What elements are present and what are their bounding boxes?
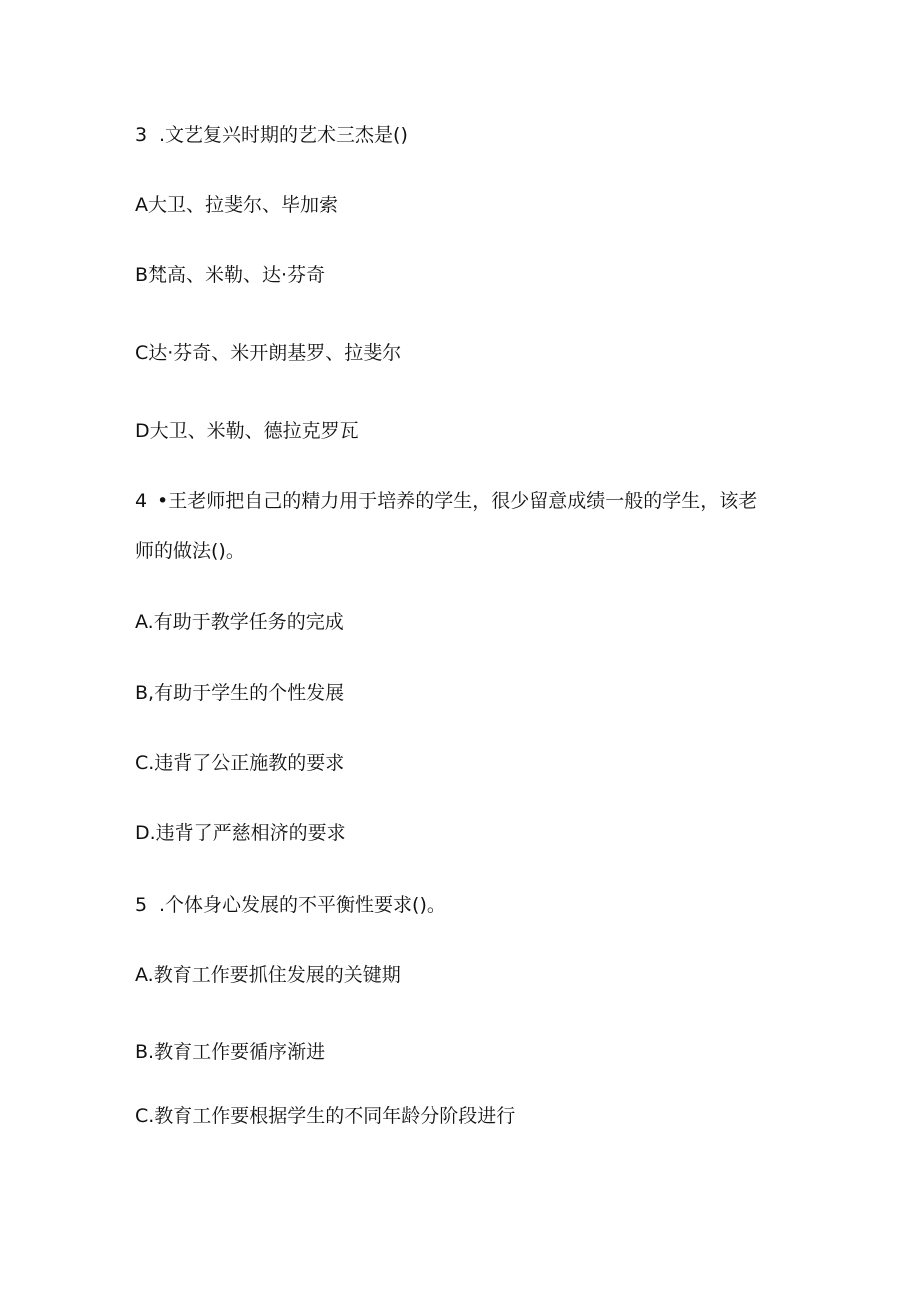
- question-5-option-b: B.教育工作要循序渐进: [135, 1041, 326, 1063]
- question-text: .个体身心发展的不平衡性要求()。: [159, 894, 446, 916]
- question-3-option-a: A大卫、拉斐尔、毕加索: [135, 194, 338, 216]
- question-number: 5: [135, 894, 148, 916]
- question-3-option-b: B梵高、米勒、达·芬奇: [135, 264, 326, 286]
- question-4-option-a: A.有助于教学任务的完成: [135, 611, 344, 633]
- question-3-stem: [135, 123, 408, 147]
- question-number: 3: [135, 124, 148, 146]
- question-5-option-a: A.教育工作要抓住发展的关键期: [135, 964, 401, 986]
- question-4-option-d: D.违背了严慈相济的要求: [135, 822, 346, 844]
- question-number: 4: [135, 490, 148, 512]
- question-4-option-b: B,有助于学生的个性发展: [135, 682, 345, 704]
- question-text: .文艺复兴时期的艺术三杰是(): [159, 124, 408, 146]
- question-3-option-d: D大卫、米勒、德拉克罗瓦: [135, 420, 359, 442]
- question-5-stem: [135, 893, 446, 917]
- question-text: •王老师把自己的精力用于培养的学生，很少留意成绩一般的学生，该老: [157, 490, 758, 512]
- question-3-option-c: C达·芬奇、米开朗基罗、拉斐尔: [135, 342, 402, 364]
- question-4-option-c: C.违背了公正施教的要求: [135, 752, 345, 774]
- question-4-stem-line1: [135, 489, 757, 513]
- question-5-option-c: C.教育工作要根据学生的不同年龄分阶段进行: [135, 1105, 516, 1127]
- question-4-stem-line2: 师的做法()。: [135, 540, 245, 562]
